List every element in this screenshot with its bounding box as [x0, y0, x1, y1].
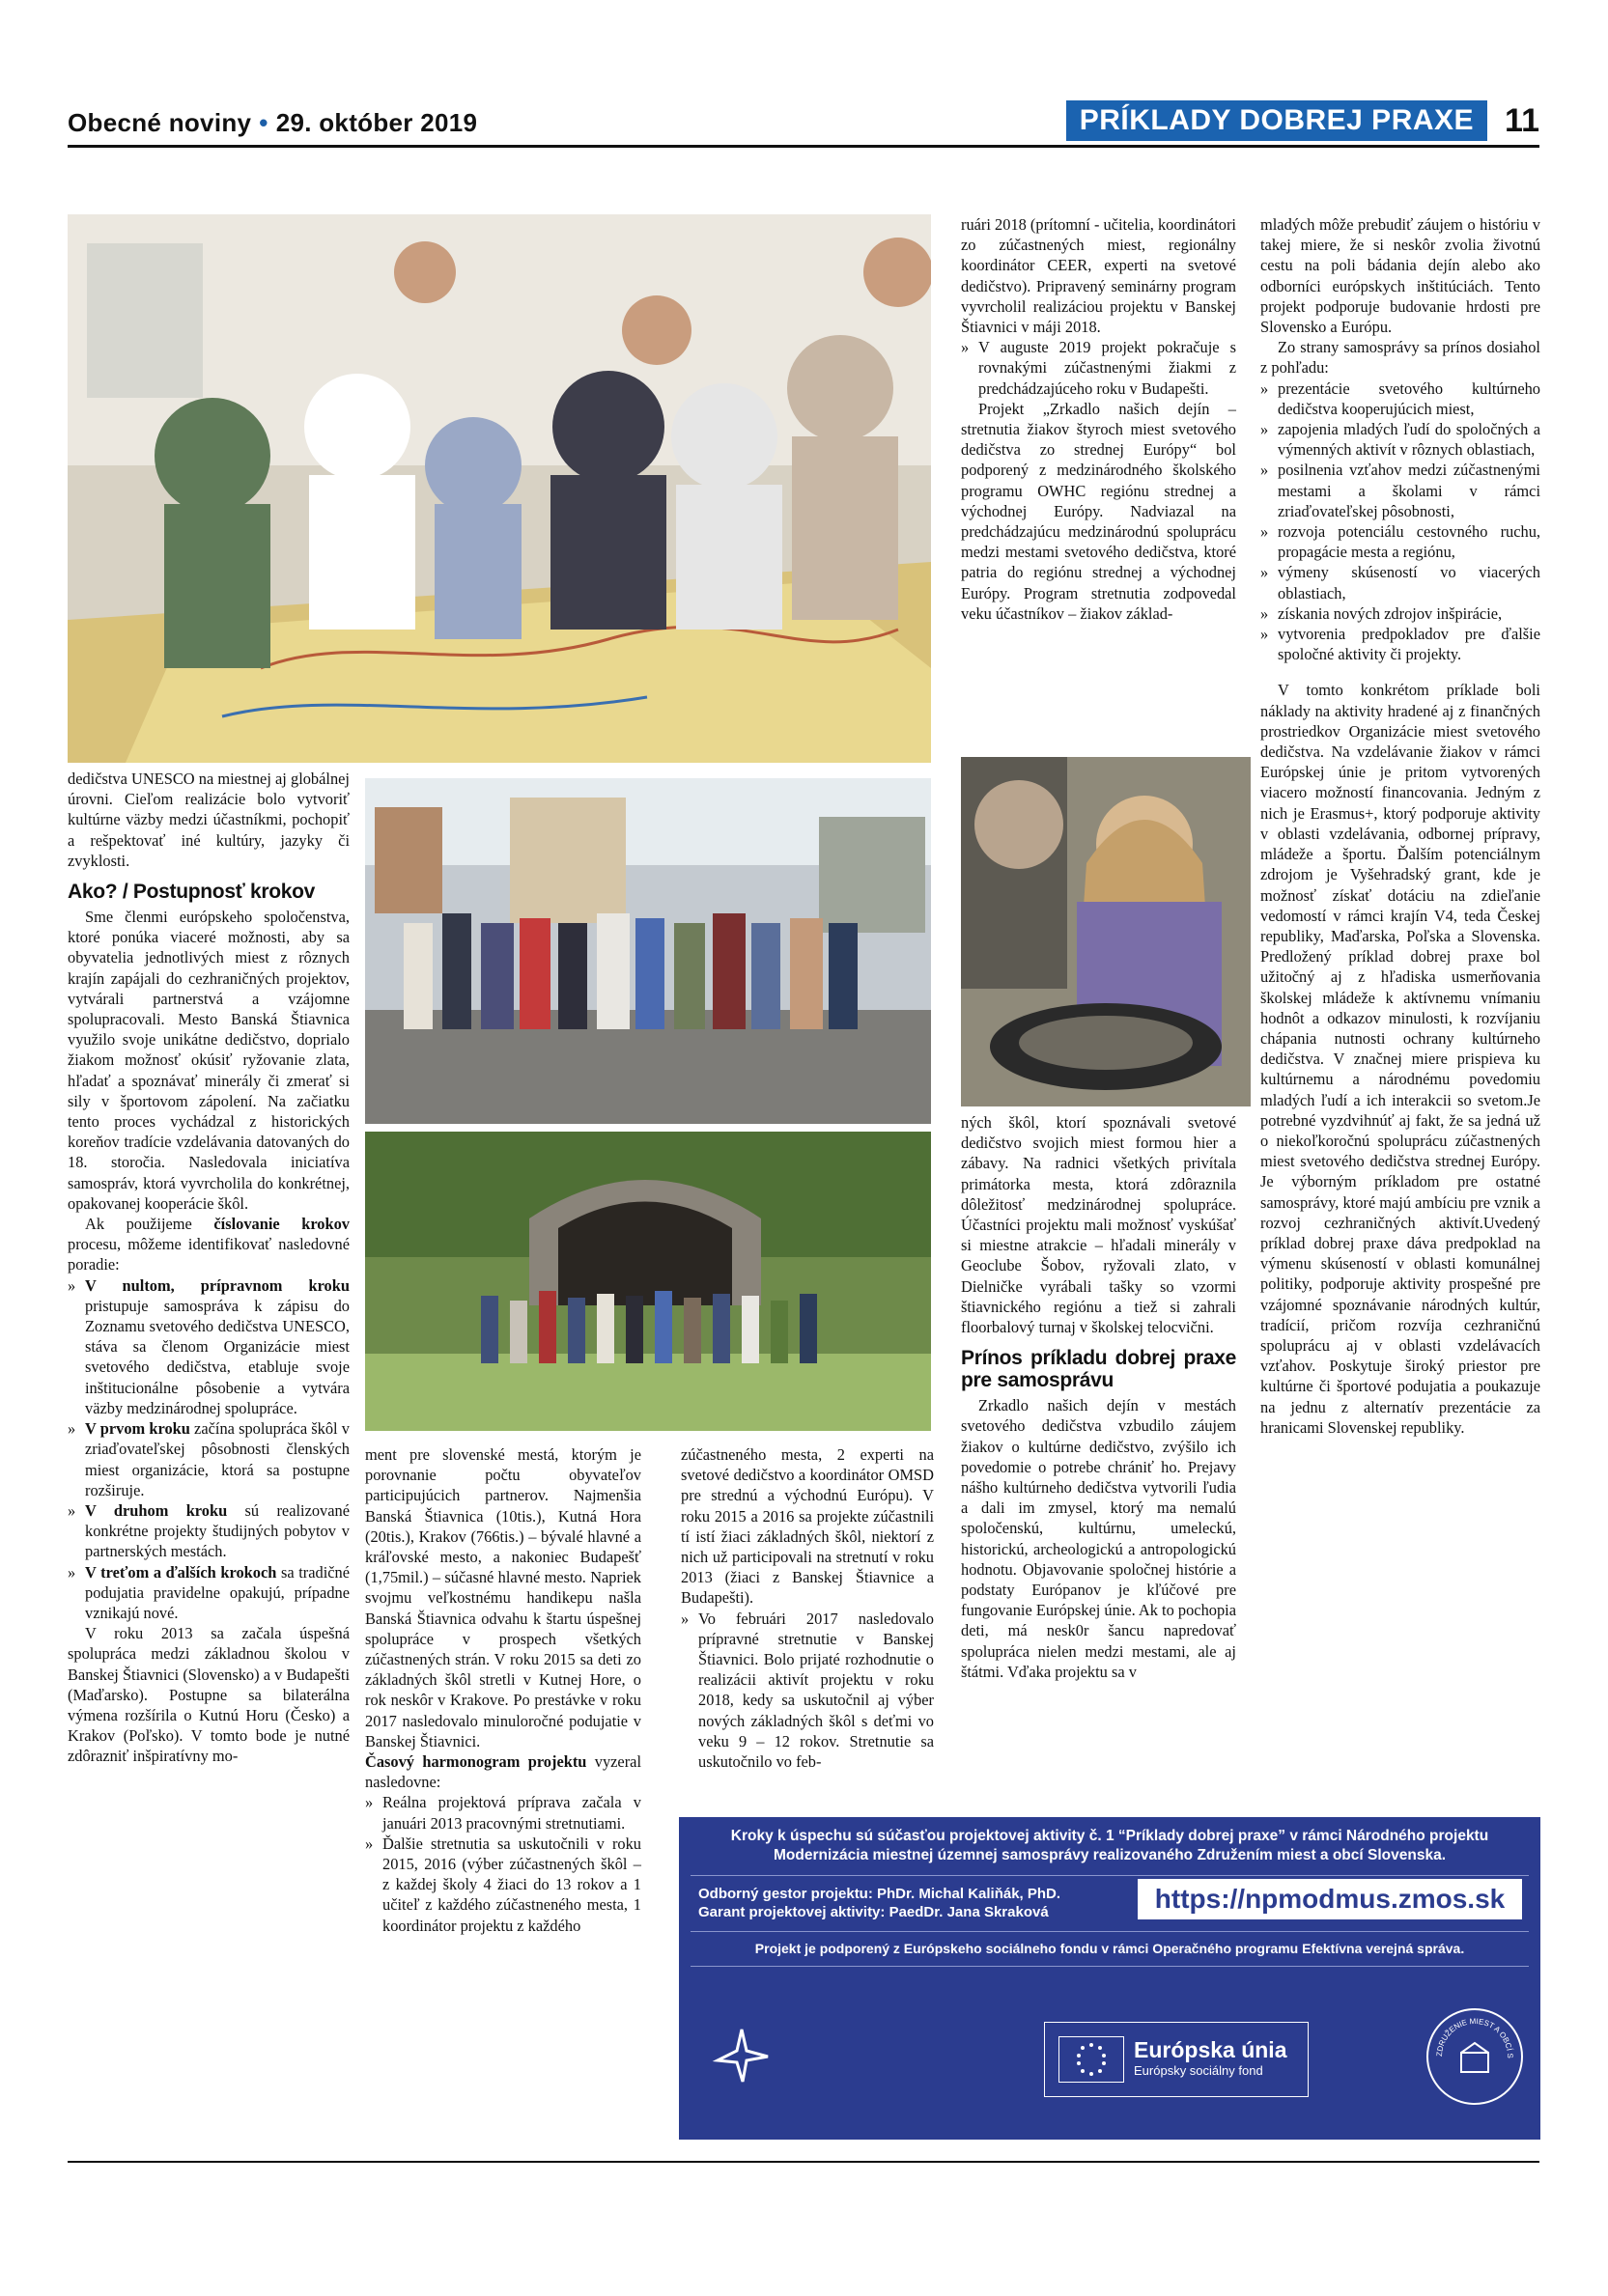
list-item: » V auguste 2019 projekt pokračuje s rovnakými zúčastnenými žiakmi z predchádzajúceho roku v Budapešti. [961, 337, 1236, 399]
header-rule [68, 145, 1539, 148]
list-item: » V nultom, prípravnom kroku pristupuje samospráva k zápisu do Zoznamu svetového dedičstva UNESCO, stáva sa členom Organizácie miest svetového dedičstva, etabluje svoje inštitucionálne pôsobenie a vytvára väzby medzinárodnej spolupráce. [68, 1275, 350, 1418]
project-url-link[interactable]: https://npmodmus.zmos.sk [1138, 1879, 1522, 1919]
paragraph: Zrkadlo našich dejín v mestách svetového dedičstva vzbudilo záujem žiakov o kultúrne dedičstvo, zvýšilo ich povedomie o potrebe chrániť ho. Prejavy nášho kultúrneho dedičstva vytvorili ľudia a dali im zmysel, ktorý ma nemalú spoločenskú, kultúrnu, umeleckú, historickú, archeologickú a antropologickú hodnotu. Objavovanie spoločnej histórie a podstaty Európanov je kľúčové pre fungovanie Európskej únie. Ak to pochopia deti, má nesk0r šancu napredovať spolupráca nielen medzi mestami, ale aj štátmi. Vďaka projektu sa v [961, 1396, 1236, 1681]
column-2 [365, 1444, 641, 1936]
paragraph: Ak použijeme číslovanie krokov procesu, môžeme identifikovať nasledovné poradie: [68, 1215, 350, 1274]
eu-flag-icon [1058, 2036, 1124, 2083]
zmos-seal-icon [1426, 2008, 1523, 2105]
op-name-2: verejná správa [804, 2273, 947, 2295]
issue-date: 29. október 2019 [275, 108, 478, 137]
svg-text:ZDRUŽENIE MIEST A OBCÍ SLOVENS: ZDRUŽENIE MIEST A OBCÍ S [1434, 2016, 1515, 2058]
banner-intro: Kroky k úspechu sú súčasťou projektovej aktivity č. 1 “Príklady dobrej praxe” v rámci Národného projektu Modernizácia miestnej územnej samosprávy realizovaného Združením miest a obcí Slovenska. [730, 1828, 1489, 1863]
paragraph: Sme členmi európskeho spoločenstva, ktoré ponúka viaceré možnosti, aby sa obyvatelia jednotlivých miest z rôznych krajín zapájali do cezhraničných projektov, vytvárali partnerstvá a vzájomne spolupracovali. Mesto Banská Štiavnica využilo svoje unikátne dedičstvo, doprialo žiakom možnosť okúsiť ryžovanie zlata, hľadať a spoznávať minerály či zmerať si sily v športovom zápolení. Na začiatku tento proces vychádzal z historických koreňov tradície vzdelávania datovaných do 18. storočia. Nasledovala iniciatíva samospráv, ktorá vyvrcholila do konkrétnej, opakovanej kooperácie škôl. [68, 908, 350, 1213]
steps-list [68, 1275, 350, 1623]
divider [691, 1966, 1529, 1967]
paragraph: mladých môže prebudiť záujem o históriu v takej miere, že si neskôr zvolia životnú cestu na poli bádania dejín alebo ako odborníci európskych inštitúciách. Tento projekt podporuje budovanie hrdosti pre Slovensko a Európu. [1260, 215, 1540, 337]
paragraph: ruári 2018 (prítomní - učitelia, koordinátori zo zúčastnených miest, regionálny koordinátor CEER, experti na svetové dedičstvo). Pripravený seminárny program vyvrcholil realizáciou projektu v Banskej Štiavnici v máji 2018. [961, 215, 1236, 337]
timeline-list-cont2 [961, 337, 1236, 399]
list-item: » Vo februári 2017 nasledovalo prípravné stretnutie v Banskej Štiavnici. Bolo prijaté rozhodnutie o realizácii aktivít projektu v roku 2018, kedy sa uskutočnil aj výber nových základných škôl s deťmi vo veku 9 – 12 rokov. Stretnutie sa uskutočnilo vo feb- [681, 1609, 934, 1773]
page-number: 11 [1505, 101, 1539, 139]
op-label: Operačný program [804, 2232, 917, 2248]
footer-rule [68, 2161, 1539, 2163]
children-map-photo [68, 214, 931, 763]
paragraph: ných škôl, ktorí spoznávali svetové dedičstvo svojich miest formou hier a zábavy. Na radnici všetkých privítala primátorka mesta, ktorá zdôraznila dôležitosť medzinárodnej spolupráce. Účastníci projektu mali možnosť vyskúšať si miestne atrakcie – hľadali minerály v Geoclube Šobov, ryžovali zlato, v Dielničke vyrábali tašky so vzormi štiavnického regiónu a tiež si zahrali floorbalový turnaj v školskej telocvični. [961, 1113, 1236, 1337]
subheading-prinos: Prínos príkladu dobrej praxe pre samosprávu [961, 1347, 1236, 1392]
paragraph: ment pre slovenské mestá, ktorým je porovnanie počtu obyvateľov participujúcich partnerov. Najmenšia Banská Štiavnica (10tis.), Kutná Hora (20tis.), Krakov (766tis.) – bývalé hlavné a kráľovské mesto, a nakoniec Budapešť (1,75mil.) – súčasné hlavné mesto. Napriek svojmu veľkostnému handikepu našla Banská Štiavnica odvahu k štartu úspešnej spolupráce v prospech všetkých zúčastnených strán. V roku 2015 sa deti zo základných škôl stretli v Kutnej Hore, o rok neskôr v Krakove. Po prestávke v roku 2017 nasledovalo minuloročné podujatie v Banskej Štiavnici. [365, 1445, 641, 1750]
paragraph: Projekt „Zrkadlo našich dejín – stretnutia žiakov štyroch miest svetového dedičstva zo strednej Európy“ bol podporený z medzinárodného školského programu OWHC regiónu strednej a východnej Európy. Nadviazal na predchádzajúcu medzinárodnú spoluprácu medzi mestami svetového dedičstva, ktoré patria do regiónu strednej a východnej Európy. Program stretnutia zodpovedal veku účastníkov – žiakov základ- [961, 399, 1236, 623]
list-item: » Reálna projektová príprava začala v januári 2013 pracovnými stretnutiami. [365, 1792, 641, 1833]
timeline-list-cont [681, 1609, 934, 1773]
project-banner [679, 1817, 1540, 2295]
list-item: » V prvom kroku začína spolupráca škôl v zriaďovateľskej pôsobnosti členských miest organizácie, ktorá sa postupne rozširuje. [68, 1418, 350, 1500]
eu-name: Európska únia [1134, 2037, 1287, 2062]
benefits-list [1260, 378, 1540, 665]
paragraph: V roku 2013 sa začala úspešná spolupráca medzi základnou školou v Banskej Štiavnici (Slovensko) a v Budapešti (Maďarsko). Postupne sa bilaterálna výmena rozšírila o Kutnú Horu (Česko) a Krakov (Poľsko). V tomto bode je nutné zdôrazniť inšpiratívny mo- [68, 1624, 350, 1766]
list-item: » získania nových zdrojov inšpirácie, [1260, 603, 1540, 624]
publication-name: Obecné noviny [68, 108, 252, 137]
list-item: » prezentácie svetového kultúrneho dedičstva kooperujúcich miest, [1260, 378, 1540, 419]
list-item: » zapojenia mladých ľudí do spoločných a výmenných aktivít v rôznych oblastiach, [1260, 419, 1540, 460]
banner-credits: Odborný gestor projektu: PhDr. Michal Kaliňák, PhD. Garant projektovej aktivity: PaedDr. Jana Skraková [698, 1886, 1061, 1920]
column-1 [68, 769, 350, 1767]
paragraph: Zo strany samosprávy sa prínos dosiahol z pohľadu: [1260, 338, 1540, 378]
list-item: » výmeny skúseností vo viacerých oblastiach, [1260, 562, 1540, 602]
timeline-list [365, 1792, 641, 1935]
masthead [68, 108, 477, 138]
separator-dot: • [259, 108, 268, 137]
subheading-postupnost: Ako? / Postupnosť krokov [68, 881, 316, 904]
paragraph: zúčastneného mesta, 2 experti na svetové dedičstvo a koordinátor OMSD pre strednú a východnú Európu). V roku 2015 a 2016 sa projekte zúčastnili tí istí žiaci základných škôl, niektorí z nich už participovali na stretnutí v roku 2013 (žiaci z Banskej Štiavnice a Budapešti). [681, 1445, 934, 1608]
column-3 [681, 1444, 934, 1772]
group-tunnel-photo [365, 1132, 931, 1431]
divider [691, 1875, 1529, 1876]
column-3-top [961, 214, 1236, 624]
paragraph: V tomto konkrétom príklade boli náklady na aktivity hradené aj z finančných prostriedkov Organizácie miest svetového dedičstva. Na vzdelávanie žiakov v rámci Európskej únie je pritom vytvorených viacero možností financovania. Jedným z nich je Erasmus+, ktorý podporuje aktivity v oblasti vzdelávania, odbornej prípravy, mládeže a športu. Ďalším potenciálnym zdrojom je Vyšehradský grant, kde je možnosť získať dotáciu na zdieľanie vedomostí v rámci krajín V4, teda Českej republiky, Maďarska, Poľska a Slovenska. Predložený príklad dobrej praxe bol užitočný aj z hľadiska usmerňovania školskej mládeže k aktívnemu vnímaniu hodnôt a odkazov minulosti, k rozvíjaniu chápania nutnosti ochrany kultúrneho dedičstva. V značnej miere prispieva ku kultúrnemu a národnému povedomiu mladých ľudí a ich interakcii so svetom.Je potrebné vyzdvihnúť aj fakt, že sa jedná už o niekoľkoročnú spoluprácu zúčastnených miest svetového dedičstva strednej Európy. Je výborným príkladom pre ostatné samosprávy, ktoré majú ambíciu pre vznik a rozvoj cezhraničných aktivít.Uvedený príklad dobrej praxe dáva predpoklad na výmenu skúseností v oblasti komunálnej politiky, podporuje aktivity prospešné pre vzájomné spoznávanie národných kultúr, tradícií, pričom rozvíja cezhraničnú spoluprácu aj v oblasti vzdelávacích vzťahov. Poskytuje široký priestor pre kultúrne či športové podujatia a poukazuje na jednu z alternatív prezentácie za hranicami Slovenskej republiky. [1260, 681, 1540, 1437]
section-tag: PRÍKLADY DOBREJ PRAXE [1066, 100, 1487, 141]
eu-logo [1044, 2022, 1309, 2097]
column-4 [1260, 214, 1540, 1438]
column-3-mid [961, 1112, 1236, 1682]
op-name-1: Efektívna [804, 2250, 895, 2272]
page-header [68, 100, 1539, 143]
esf-name: Európsky sociálny fond [1134, 2063, 1263, 2078]
list-item: » Ďalšie stretnutia sa uskutočnili v roku 2015, 2016 (výber zúčastnených škôl – z každej školy 4 žiaci do 13 rokov a 1 učiteľ z každého zúčastneného mesta, 1 koordinátor projektu z každého [365, 1834, 641, 1936]
banner-support: Projekt je podporený z Európskeho sociálneho fondu v rámci Operačného programu Efektívna verejná správa. [754, 1941, 1465, 1956]
list-item: » posilnenia vzťahov medzi zúčastnenými mestami a školami v rámci zriaďovateľskej pôsobnosti, [1260, 460, 1540, 521]
paragraph: dedičstva UNESCO na miestnej aj globálnej úrovni. Cieľom realizácie bolo vytvoriť kultúrne väzby medzi účastníkmi, pochopiť a rešpektovať iné kultúry, jazyky či zvyklosti. [68, 770, 350, 870]
group-town-photo [365, 778, 931, 1124]
list-item: » vytvorenia predpokladov pre ďalšie spoločné aktivity či projekty. [1260, 624, 1540, 664]
list-item: » rozvoja potenciálu cestovného ruchu, propagácie mesta a regiónu, [1260, 521, 1540, 562]
list-item: » V treťom a ďalších krokoch sa tradičné podujatia pravidelne opakujú, prípadne vznikajú nové. [68, 1562, 350, 1624]
girl-panning-photo [961, 757, 1251, 1106]
divider [691, 1931, 1529, 1932]
op-logo [708, 2022, 969, 2295]
list-item: » V druhom kroku sú realizované konkrétne projekty študijných pobytov v partnerských mestách. [68, 1500, 350, 1562]
op-figure-icon [708, 2022, 776, 2086]
paragraph: Časový harmonogram projektu vyzeral nasledovne: [365, 1752, 641, 1792]
